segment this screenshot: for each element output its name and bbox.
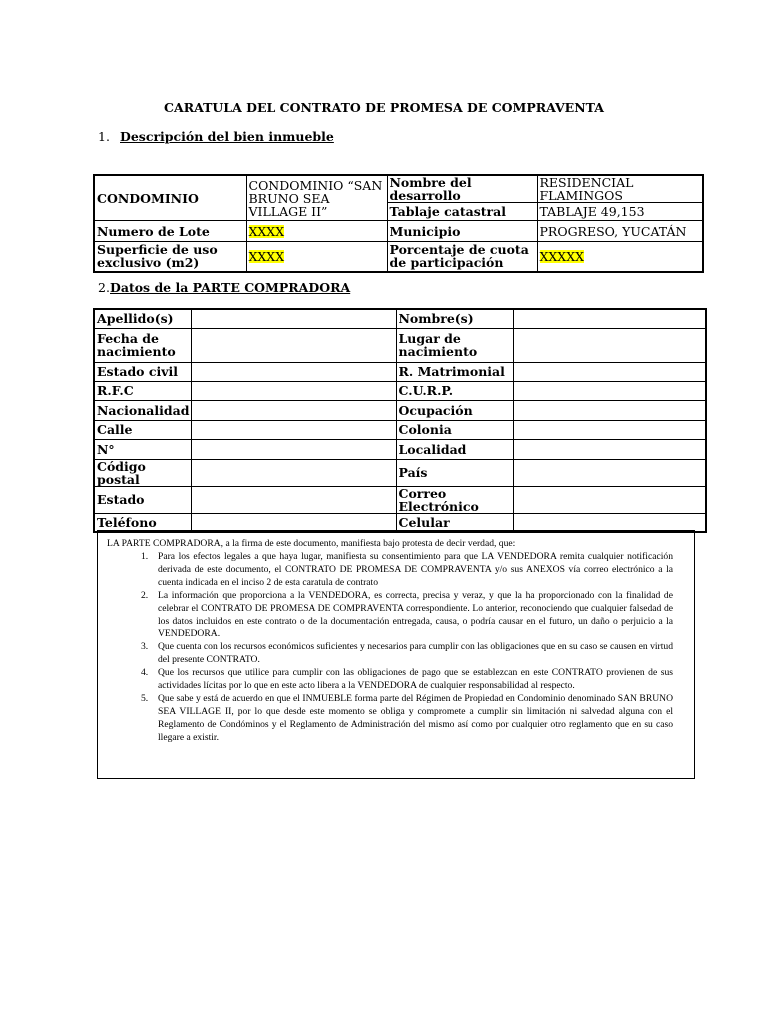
buyer-field-lugar-nacimiento[interactable]: [513, 328, 706, 362]
buyer-field-rfc[interactable]: [191, 381, 396, 400]
declaration-item-number: 2.: [141, 589, 149, 601]
document-title: CARATULA DEL CONTRATO DE PROMESA DE COMPRAVENTA: [164, 100, 604, 115]
desarrollo-label: Nombre del desarrollo: [387, 175, 537, 203]
declaration-box: [97, 530, 695, 779]
buyer-label-lugar-nacimiento: Lugar de nacimiento: [396, 328, 513, 362]
buyer-label-ocupacion: Ocupación: [396, 400, 513, 420]
buyer-field-pais[interactable]: [513, 459, 706, 486]
declaration-intro: LA PARTE COMPRADORA, a la firma de este documento, manifiesta bajo protesta de decir verdad, que:: [107, 538, 516, 549]
buyer-label-pais: País: [396, 459, 513, 486]
buyer-label-telefono: Teléfono: [94, 513, 191, 532]
buyer-label-rfc: R.F.C: [94, 381, 191, 400]
declaration-item-text: Para los efectos legales a que haya lugar, manifiesta su consentimiento para que LA VENDEDORA remita cualquier notificación derivada de este documento, el CONTRATO DE PROMESA DE COMPRAVENTA y/o sus ANEXOS vía correo electrónico a la cuenta indicada en el inciso 2 de esta caratula de contrato: [158, 551, 673, 588]
buyer-field-codigo-postal[interactable]: [191, 459, 396, 486]
declaration-item-text: Que cuenta con los recursos económicos suficientes y necesarios para cumplir con las obligaciones que en su caso se causen en virtud del presente CONTRATO.: [158, 641, 673, 666]
buyer-table: [93, 308, 707, 533]
superficie-label: Superficie de uso exclusivo (m2): [94, 242, 246, 272]
section-1-heading: [98, 129, 334, 144]
section-2-number: 2.: [98, 280, 110, 295]
desarrollo-value: RESIDENCIAL FLAMINGOS: [537, 175, 703, 203]
buyer-field-correo[interactable]: [513, 486, 706, 513]
buyer-label-codigo-postal: Código postal: [94, 459, 191, 486]
porcentaje-label: Porcentaje de cuota de participación: [387, 242, 537, 272]
buyer-field-estado-civil[interactable]: [191, 362, 396, 381]
condominio-label: CONDOMINIO: [94, 175, 246, 221]
buyer-label-nombre: Nombre(s): [396, 309, 513, 328]
buyer-field-curp[interactable]: [513, 381, 706, 400]
declaration-item: [141, 641, 673, 667]
municipio-label: Municipio: [387, 221, 537, 242]
buyer-label-numero: N°: [94, 439, 191, 459]
buyer-field-localidad[interactable]: [513, 439, 706, 459]
buyer-label-estado: Estado: [94, 486, 191, 513]
section-2-title: Datos de la PARTE COMPRADORA: [110, 280, 351, 295]
buyer-label-regimen-matrimonial: R. Matrimonial: [396, 362, 513, 381]
buyer-field-fecha-nacimiento[interactable]: [191, 328, 396, 362]
buyer-field-numero[interactable]: [191, 439, 396, 459]
lote-value-cell: [246, 221, 387, 242]
buyer-label-colonia: Colonia: [396, 420, 513, 439]
municipio-value: PROGRESO, YUCATÁN: [537, 221, 703, 242]
tablaje-label: Tablaje catastral: [387, 203, 537, 221]
buyer-field-ocupacion[interactable]: [513, 400, 706, 420]
section-1-title: Descripción del bien inmueble: [120, 129, 334, 144]
buyer-label-estado-civil: Estado civil: [94, 362, 191, 381]
declaration-item: [141, 590, 673, 642]
superficie-value-cell: [246, 242, 387, 272]
declaration-item-number: 5.: [141, 692, 149, 704]
buyer-field-estado[interactable]: [191, 486, 396, 513]
tablaje-value: TABLAJE 49,153: [537, 203, 703, 221]
porcentaje-value-cell: [537, 242, 703, 272]
buyer-field-calle[interactable]: [191, 420, 396, 439]
declaration-item: [141, 551, 673, 590]
declaration-item-number: 4.: [141, 667, 149, 679]
lote-label: Numero de Lote: [94, 221, 246, 242]
buyer-field-apellido[interactable]: [191, 309, 396, 328]
buyer-field-nombre[interactable]: [513, 309, 706, 328]
section-2-heading: [98, 280, 350, 295]
buyer-field-colonia[interactable]: [513, 420, 706, 439]
declaration-item: [141, 667, 673, 693]
declaration-item-number: 1.: [141, 551, 149, 562]
declaration-item-text: La información que proporciona a la VENDEDORA, es correcta, precisa y veraz, y que la ha proporcionado con la finalidad de celebrar el CONTRATO DE PROMESA DE COMPRAVENTA correspondiente. Lo anterior, reconociendo que cualquier falsedad de los datos incluidos en este contrato o de la documentación entregada, causa, o podría causar en el futuro, un daño o perjuicio a la VENDEDORA.: [158, 589, 673, 640]
section-1-number: 1.: [98, 129, 110, 144]
declaration-item-text: Que sabe y está de acuerdo en que el INMUEBLE forma parte del Régimen de Propiedad en Condominio denominado SAN BRUNO SEA VILLAGE II, por lo que desde este momento se obliga y compromete a cumplir sin limitación ni salvedad alguna con el Reglamento de Condóminos y el Reglamento de Administración del mismo así como por cualquier otro reglamento que en su caso llegare a existir.: [158, 692, 673, 743]
declaration-list: [141, 551, 673, 745]
buyer-field-regimen-matrimonial[interactable]: [513, 362, 706, 381]
buyer-label-nacionalidad: Nacionalidad: [94, 400, 191, 420]
property-table: [93, 174, 704, 273]
buyer-label-calle: Calle: [94, 420, 191, 439]
buyer-label-correo: Correo Electrónico: [396, 486, 513, 513]
declaration-item: [141, 693, 673, 745]
superficie-value: XXXX: [248, 248, 285, 264]
buyer-label-apellido: Apellido(s): [94, 309, 191, 328]
declaration-item-text: Que los recursos que utilice para cumplir con las obligaciones de pago que se establezcan en este CONTRATO provienen de sus actividades lícitas por lo que en este acto libera a la VENDEDORA de cualquier responsabilidad al respecto.: [158, 667, 673, 692]
buyer-label-celular: Celular: [396, 513, 513, 532]
porcentaje-value: XXXXX: [539, 248, 584, 264]
lote-value: XXXX: [248, 223, 285, 239]
buyer-field-nacionalidad[interactable]: [191, 400, 396, 420]
buyer-label-fecha-nacimiento: Fecha de nacimiento: [94, 328, 191, 362]
condominio-value: CONDOMINIO “SAN BRUNO SEA VILLAGE II”: [246, 175, 387, 221]
buyer-label-localidad: Localidad: [396, 439, 513, 459]
buyer-label-curp: C.U.R.P.: [396, 381, 513, 400]
declaration-item-number: 3.: [141, 641, 149, 653]
